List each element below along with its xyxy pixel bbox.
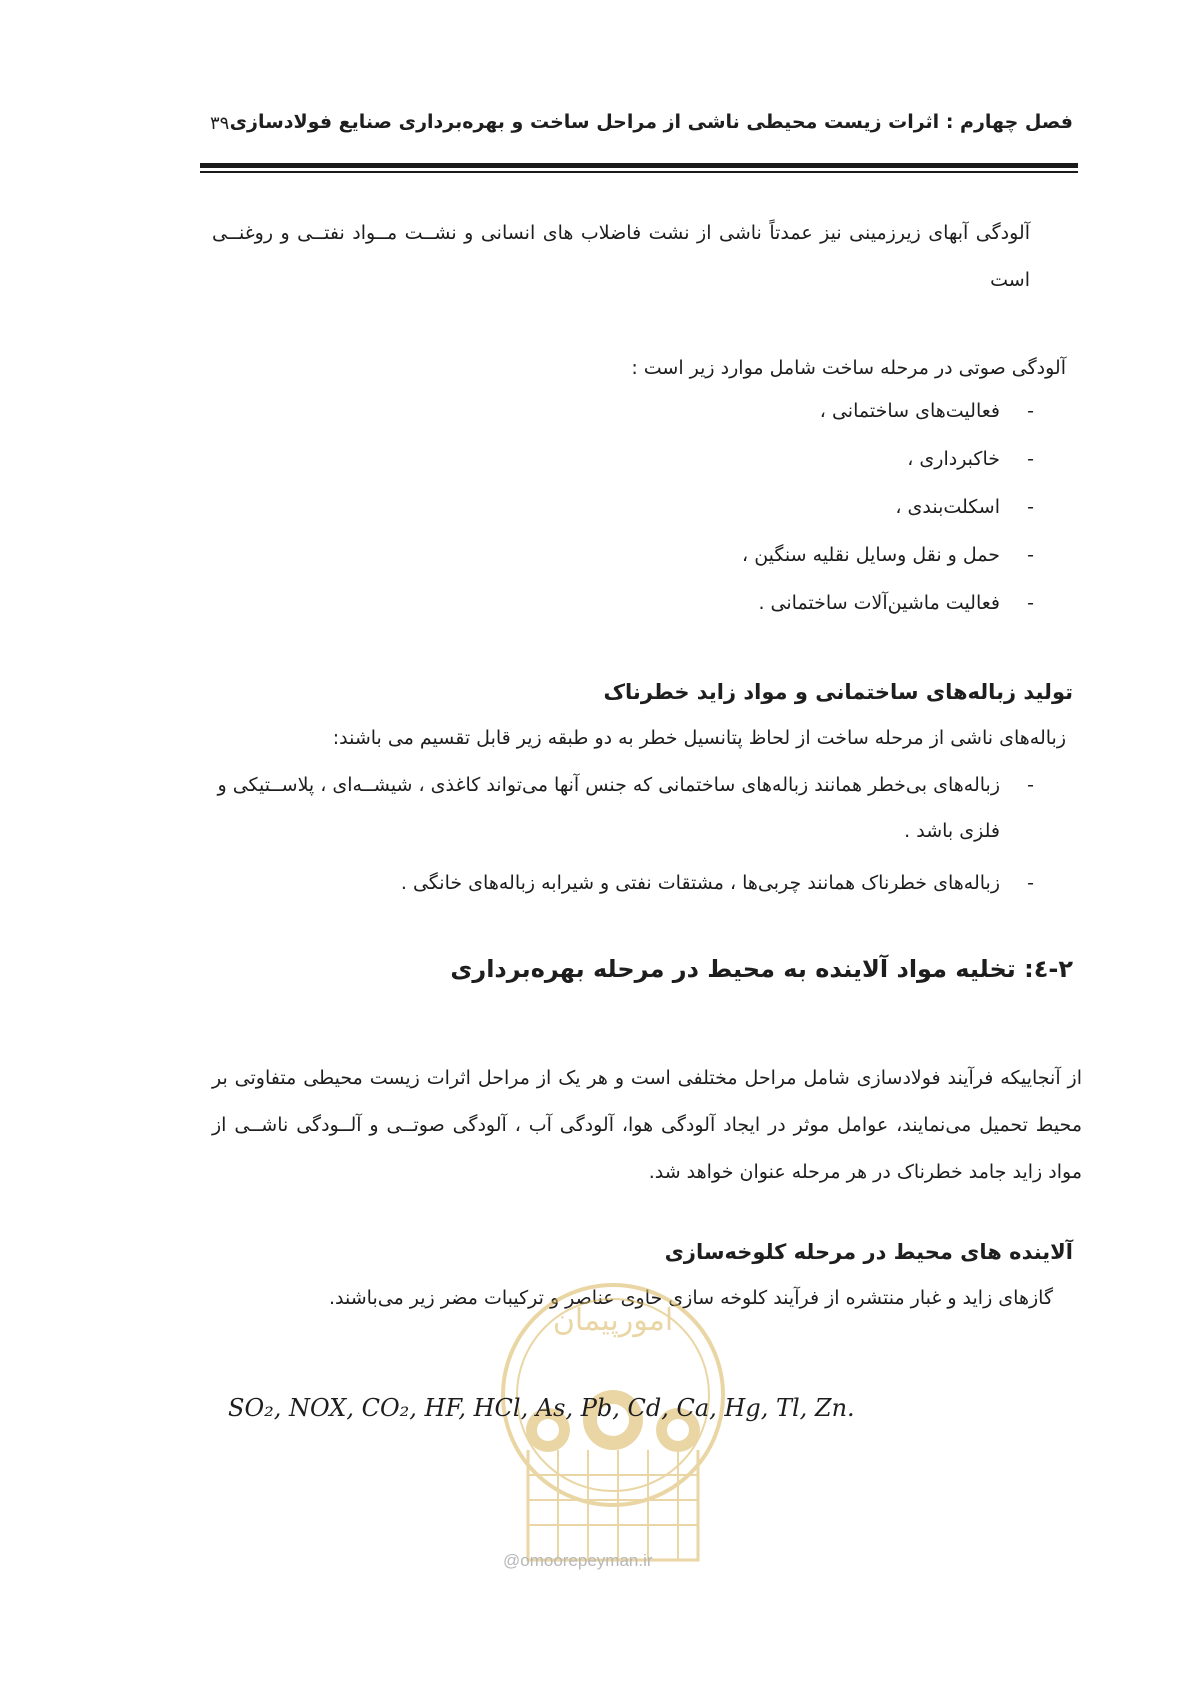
- noise-intro: آلودگی صوتی در مرحله ساخت شامل موارد زیر است :: [631, 357, 1066, 379]
- list-item: [274, 483, 1034, 531]
- dash-bullet: -: [1027, 448, 1034, 470]
- dash-bullet: -: [1027, 400, 1034, 422]
- chemical-formula-list: SO₂, NOX, CO₂, HF, HCl, As, Pb, Cd, Ca, Hg, Tl, Zn.: [228, 1394, 855, 1422]
- watermark-logo: [488, 1270, 738, 1580]
- list-item-text: فعالیت ماشین‌آلات ساختمانی .: [758, 592, 1000, 614]
- page-number: ۳۹: [210, 113, 230, 134]
- waste-list: [206, 762, 1034, 906]
- list-item: [274, 387, 1034, 435]
- list-item: [206, 762, 1034, 854]
- waste-intro: زباله‌های ناشی از مرحله ساخت از لحاظ پتانسیل خطر به دو طبقه زیر قابل تقسیم می باشند:: [332, 727, 1066, 749]
- dash-bullet: -: [1027, 774, 1034, 796]
- list-item-text: حمل و نقل وسایل نقلیه سنگین ،: [742, 544, 1000, 566]
- list-item: [274, 579, 1034, 627]
- waste-heading: تولید زباله‌های ساختمانی و مواد زاید خطرناک: [603, 680, 1073, 704]
- dash-bullet: -: [1027, 496, 1034, 518]
- list-item-text: زباله‌های بی‌خطر همانند زباله‌های ساختمانی که جنس آنها می‌تواند کاغذی ، شیشــه‌ای ، پلاســتیکی و فلزی باشد .: [217, 774, 1000, 842]
- list-item: [274, 531, 1034, 579]
- header-rule-thin: [200, 171, 1078, 173]
- section-paragraph: از آنجاییکه فرآیند فولادسازی شامل مراحل مختلفی است و هر یک از مراحل اثرات زیست محیطی متفاوتی بر محیط تحمیل می‌نمایند، عوامل موثر در ایجاد آلودگی هوا، آلودگی آب ، آلودگی صوتــی و آلــودگی ناشــی از مواد زاید جامد خطرناک در هر مرحله عنوان خواهد شد.: [212, 1067, 1082, 1183]
- dash-bullet: -: [1027, 592, 1034, 614]
- watermark-logo-text: امورپیمان: [552, 1303, 674, 1338]
- header-rule-thick: [200, 163, 1078, 168]
- dash-bullet: -: [1027, 544, 1034, 566]
- list-item-text: فعالیت‌های ساختمانی ،: [819, 400, 1000, 422]
- list-item: [206, 860, 1034, 906]
- list-item-text: زباله‌های خطرناک همانند چربی‌ها ، مشتقات نفتی و شیرابه زباله‌های خانگی .: [400, 872, 1000, 894]
- list-item-text: خاکبرداری ،: [907, 448, 1000, 470]
- list-item-text: اسکلت‌بندی ،: [895, 496, 1000, 518]
- pelletizing-heading: آلاینده های محیط در مرحله کلوخه‌سازی: [664, 1240, 1073, 1264]
- section-heading: ۲-٤: تخلیه مواد آلاینده به محیط در مرحله بهره‌برداری: [450, 955, 1073, 983]
- noise-list: [274, 387, 1034, 627]
- pelletizing-paragraph: گازهای زاید و غبار منتشره از فرآیند کلوخه سازی حاوی عناصر و ترکیبات مضر زیر می‌باشند.: [328, 1287, 1053, 1309]
- watermark-site: @omoorepeyman.ir: [503, 1551, 653, 1570]
- running-header-title: فصل چهارم : اثرات زیست محیطی ناشی از مراحل ساخت و بهره‌برداری صنایع فولادسازی: [229, 111, 1073, 133]
- list-item: [274, 435, 1034, 483]
- dash-bullet: -: [1027, 872, 1034, 894]
- groundwater-paragraph: آلودگی آبهای زیرزمینی نیز عمدتاً ناشی از نشت فاضلاب های انسانی و نشــت مــواد نفتــی و روغنــی است: [212, 222, 1030, 291]
